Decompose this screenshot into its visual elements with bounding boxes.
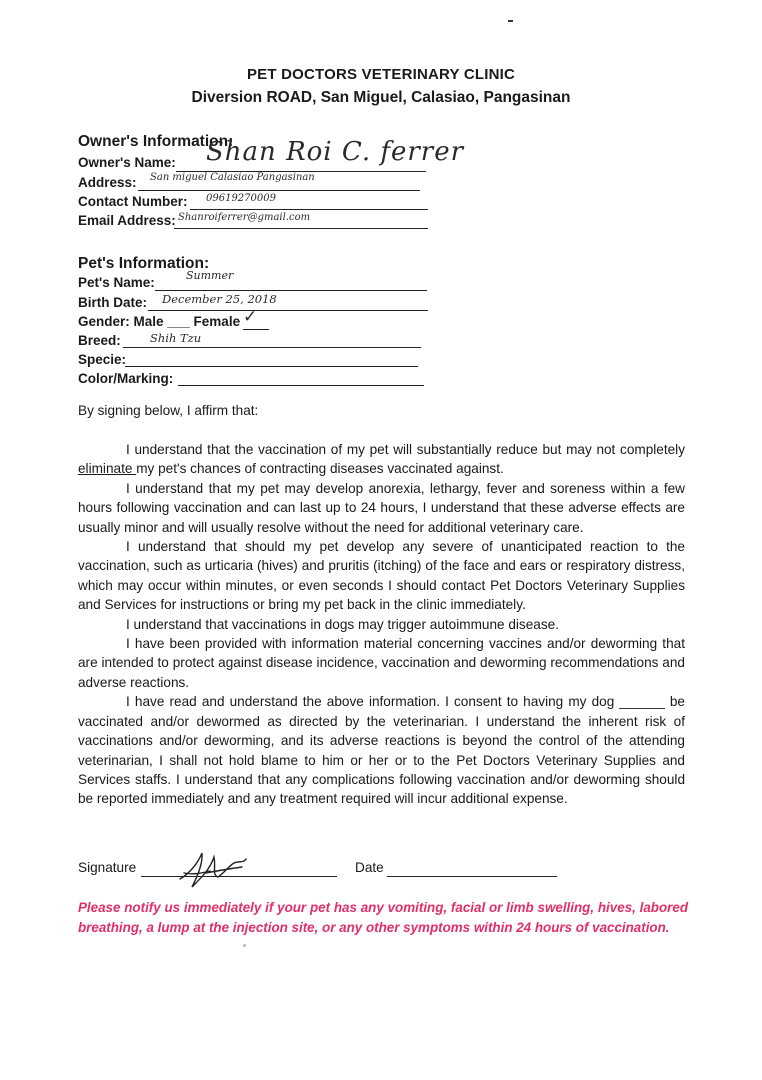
affirmation-body (78, 440, 685, 809)
clinic-name: PET DOCTORS VETERINARY CLINIC (246, 66, 516, 83)
owner-section-title: Owner's Information: (78, 133, 234, 150)
paragraph-6: I have read and understand the above information. I consent to having my dog ______ be vaccinated and/or dewormed as directed by the veterinarian. I understand the inherent risk of vaccinations and/or deworming, and its adverse reactions is beyond the control of the attending veterinarian, I shall not hold blame to him or her or to the Pet Doctors Veterinary Supplies and Services staffs. I understand that any complications following vaccination and/or deworming should be reported immediately and any treatment required will incur additional expense. (78, 694, 685, 807)
pet-name-value[interactable]: Summer (186, 269, 234, 282)
pet-name-label: Pet's Name: (78, 275, 155, 290)
stray-mark (508, 20, 513, 22)
contact-number-value[interactable]: 09619270009 (206, 193, 276, 204)
specie-line[interactable] (125, 366, 418, 367)
notice-text: Please notify us immediately if your pet has any vomiting, facial or limb swelling, hives, labored breathing, a lump at the injection site, or any other symptoms within 24 hours of vaccination. (78, 900, 688, 935)
paragraph-1-text-b: my pet's chances of contracting diseases vaccinated against. (136, 461, 504, 477)
pet-name-line (155, 290, 427, 291)
email-line (174, 228, 428, 229)
owner-name-value[interactable]: Shan Roi C. ferrer (206, 137, 465, 167)
color-marking-label: Color/Marking: (78, 371, 174, 386)
contact-number-line (190, 209, 428, 210)
gender-label: Gender: Male ___ Female (78, 314, 241, 329)
pet-section-title: Pet's Information: (78, 255, 210, 272)
intro-text: By signing below, I affirm that: (78, 403, 259, 418)
owner-address-label: Address: (78, 175, 137, 190)
owner-address-line (138, 190, 420, 191)
paragraph-2: I understand that my pet may develop anorexia, lethargy, fever and soreness within a few hours following vaccination and can last up to 24 hours, I understand that these adverse effects are usually minor and will usually resolve without the need for additional veterinary care. (78, 480, 685, 535)
specie-label: Specie: (78, 352, 127, 367)
paragraph-4: I understand that vaccinations in dogs may trigger autoimmune disease. (126, 616, 559, 632)
owner-address-value[interactable]: San miguel Calasiao Pangasinan (150, 172, 315, 183)
signature-label: Signature (78, 860, 137, 875)
paragraph-1 (78, 440, 685, 479)
birth-date-line (148, 310, 428, 311)
birth-date-label: Birth Date: (78, 295, 148, 310)
date-label: Date (355, 860, 384, 875)
date-line[interactable] (387, 876, 557, 877)
email-label: Email Address: (78, 213, 176, 228)
breed-label: Breed: (78, 333, 121, 348)
color-marking-line[interactable] (178, 385, 424, 386)
contact-number-label: Contact Number: (78, 194, 188, 209)
birth-date-value[interactable]: December 25, 2018 (162, 292, 277, 306)
gender-female-line (243, 329, 269, 330)
breed-value[interactable]: Shih Tzu (150, 331, 202, 345)
paragraph-5: I have been provided with information material concerning vaccines and/or deworming that are intended to protect against disease incidence, vaccination and deworming recommendations and adverse reactions. (78, 636, 685, 690)
breed-line (123, 347, 421, 348)
speck-mark (243, 944, 246, 947)
paragraph-3: I understand that should my pet develop any severe of unanticipated reaction to the vaccination, such as urticaria (hives) and pruritis (itching) of the face and ears or respiratory distress, which may occur within minutes, or even seconds I should contact Pet Doctors Veterinary Supplies and Services for instructions or bring my pet back in the clinic immediately. (78, 539, 685, 613)
paragraph-1-underlined: eliminate (78, 461, 137, 477)
female-checkmark-icon[interactable]: ✓ (243, 307, 258, 327)
signature-scribble (172, 843, 254, 891)
clinic-address: Diversion ROAD, San Miguel, Calasiao, Pangasinan (191, 89, 571, 106)
owner-name-label: Owner's Name: (78, 155, 176, 170)
paragraph-1-text-a: I understand that the vaccination of my pet will substantially reduce but may not completely (126, 442, 685, 457)
email-value[interactable]: Shanroiferrer@gmail.com (178, 212, 311, 223)
